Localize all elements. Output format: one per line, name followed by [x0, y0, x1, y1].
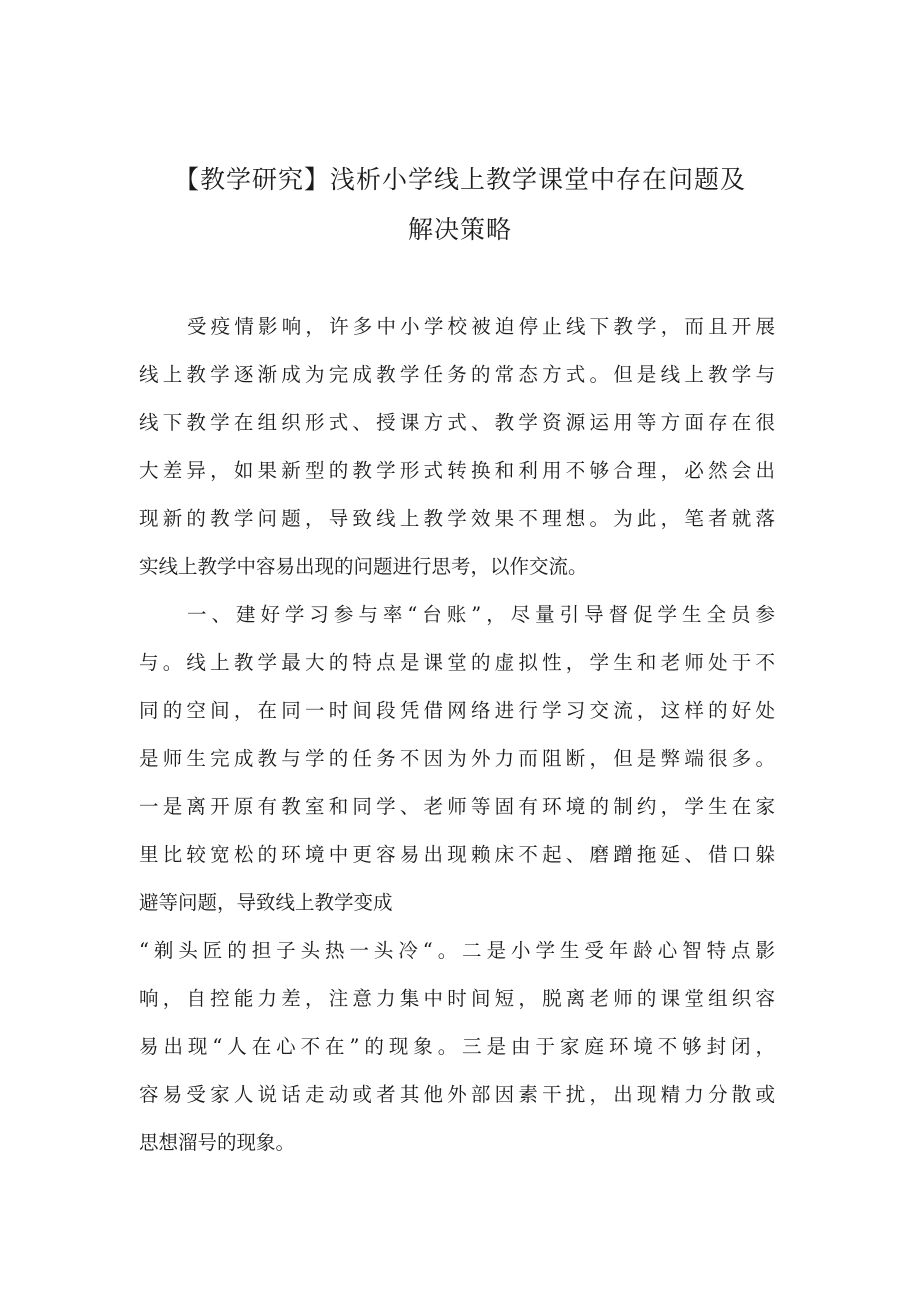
paragraph-1-line-1: 受疫情影响，许多中小学校被迫停止线下教学，而且开展	[187, 315, 775, 338]
paragraph-1-line-3: 线下教学在组织形式、授课方式、教学资源运用等方面存在很	[139, 411, 775, 434]
paragraph-2-line-7: 避等问题，导致线上教学变成	[139, 891, 393, 914]
paragraph-2-line-5: 一是离开原有教室和同学、老师等固有环境的制约，学生在家	[139, 795, 775, 818]
paragraph-2-line-2: 与。线上教学最大的特点是课堂的虚拟性，学生和老师处于不	[139, 651, 775, 674]
paragraph-2-line-6: 里比较宽松的环境中更容易出现赖床不起、磨蹭拖延、借口躲	[139, 843, 775, 866]
document-title-line-2: 解决策略	[407, 215, 512, 244]
paragraph-2-line-4: 是师生完成教与学的任务不因为外力而阻断，但是弊端很多。	[139, 747, 775, 770]
paragraph-1-line-5: 现新的教学问题，导致线上教学效果不理想。为此，笔者就落	[139, 507, 775, 530]
paragraph-3-line-2: 响，自控能力差，注意力集中时间短，脱离老师的课堂组织容	[139, 987, 775, 1010]
paragraph-3-line-1: “剃头匠的担子头热一头冷“。二是小学生受年龄心智特点影	[139, 939, 775, 962]
paragraph-1-line-2: 线上教学逐渐成为完成教学任务的常态方式。但是线上教学与	[139, 363, 775, 386]
paragraph-2-line-1: 一、建好学习参与率“台账”，尽量引导督促学生全员参	[187, 603, 775, 626]
paragraph-1-line-6: 实线上教学中容易出现的问题进行思考，以作交流。	[139, 555, 588, 578]
paragraph-3-line-5: 思想溜号的现象。	[139, 1131, 296, 1154]
paragraph-1-line-4: 大差异，如果新型的教学形式转换和利用不够合理，必然会出	[139, 459, 775, 482]
document-title-line-1: 【教学研究】浅析小学线上教学课堂中存在问题及	[173, 165, 746, 194]
paragraph-3-line-3: 易出现“人在心不在”的现象。三是由于家庭环境不够封闭，	[139, 1035, 775, 1058]
paragraph-2-line-3: 同的空间，在同一时间段凭借网络进行学习交流，这样的好处	[139, 699, 775, 722]
paragraph-3-line-4: 容易受家人说话走动或者其他外部因素干扰，出现精力分散或	[139, 1083, 775, 1106]
